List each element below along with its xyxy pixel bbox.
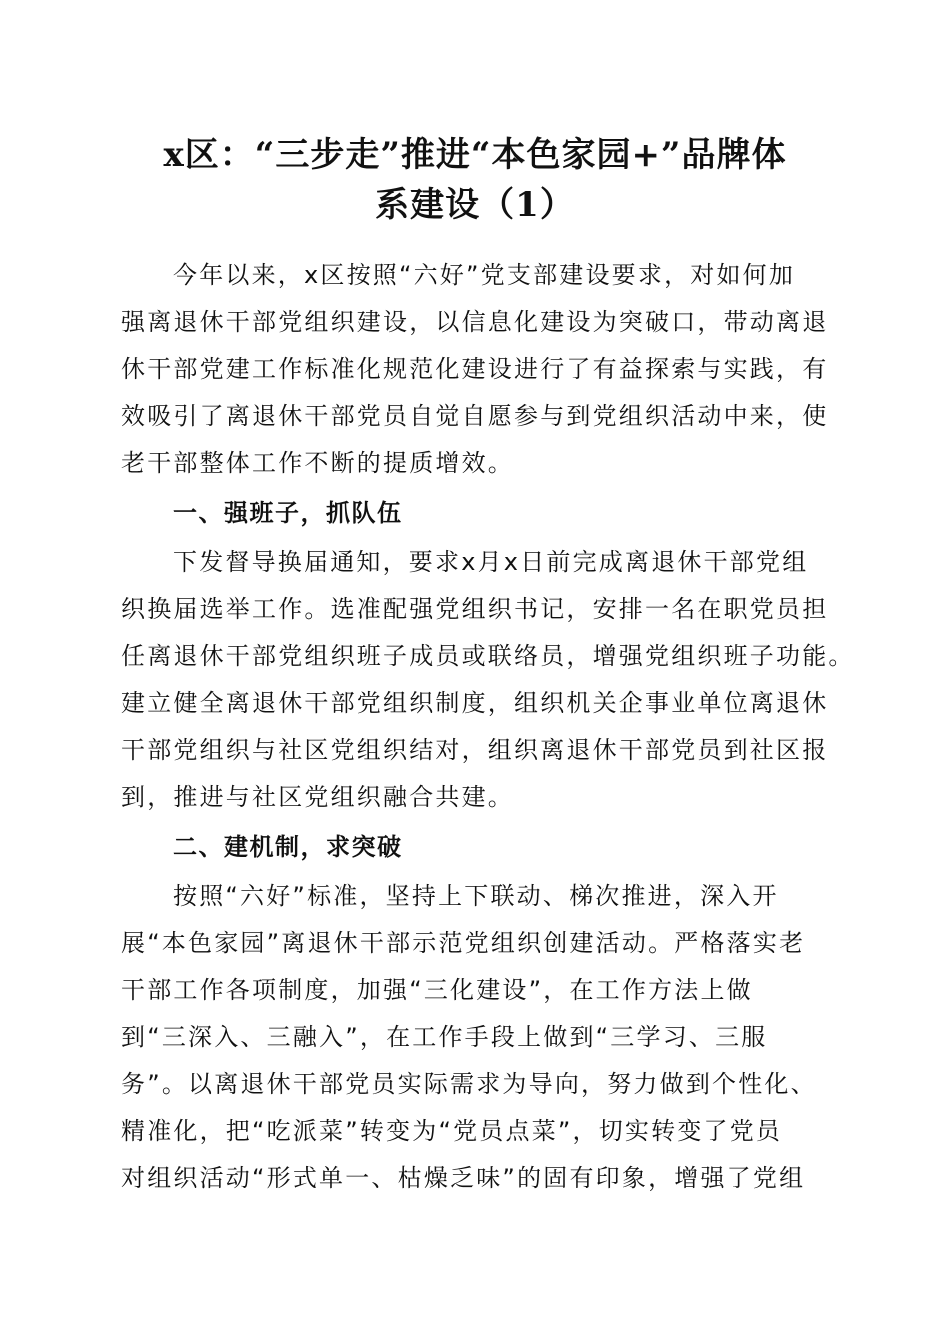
document-body	[121, 252, 855, 1202]
title-line: 系建设（1）	[375, 185, 575, 225]
text-line: 展“本色家园”离退休干部示范党组织创建活动。严格落实老	[121, 929, 806, 957]
text-line: 织换届选举工作。选准配强党组织书记，安排一名在职党员担	[121, 595, 829, 623]
text-line: 强离退休干部党组织建设，以信息化建设为突破口，带动离退	[121, 308, 829, 336]
text-line: 下发督导换届通知，要求x月x日前完成离退休干部党组	[173, 548, 809, 576]
text-line: 建立健全离退休干部党组织制度，组织机关企事业单位离退休	[121, 689, 829, 717]
section-2-paragraph	[121, 873, 827, 1202]
text-line: 务”。以离退休干部党员实际需求为导向，努力做到个性化、	[121, 1070, 817, 1098]
text-line: 效吸引了离退休干部党员自觉自愿参与到党组织活动中来，使	[121, 402, 829, 430]
text-line: 任离退休干部党组织班子成员或联络员，增强党组织班子功能。	[121, 642, 855, 670]
text-line: 休干部党建工作标准化规范化建设进行了有益探索与实践，有	[121, 355, 829, 383]
text-line: 对组织活动“形式单一、枯燥乏味”的固有印象，增强了党组	[121, 1164, 806, 1192]
text-line: 到“三深入、三融入”，在工作手段上做到“三学习、三服	[121, 1023, 768, 1051]
text-line: 老干部整体工作不断的提质增效。	[121, 449, 514, 477]
section-heading-2: 二、建机制，求突破	[173, 833, 403, 861]
text-line: 今年以来，x区按照“六好”党支部建设要求，对如何加	[173, 261, 796, 289]
document-title	[100, 130, 850, 230]
text-line: 干部党组织与社区党组织结对，组织离退休干部党员到社区报	[121, 736, 829, 764]
text-line: 精准化，把“吃派菜”转变为“党员点菜”，切实转变了党员	[121, 1117, 783, 1145]
intro-paragraph	[121, 252, 827, 487]
text-line: 按照“六好”标准，坚持上下联动、梯次推进，深入开	[173, 882, 779, 910]
text-line: 干部工作各项制度，加强“三化建设”，在工作方法上做	[121, 976, 753, 1004]
text-line: 到，推进与社区党组织融合共建。	[121, 783, 514, 811]
title-line: x区：“三步走”推进“本色家园+”品牌体	[163, 135, 787, 175]
section-heading-1: 一、强班子，抓队伍	[173, 499, 403, 527]
section-1-paragraph	[121, 539, 855, 821]
